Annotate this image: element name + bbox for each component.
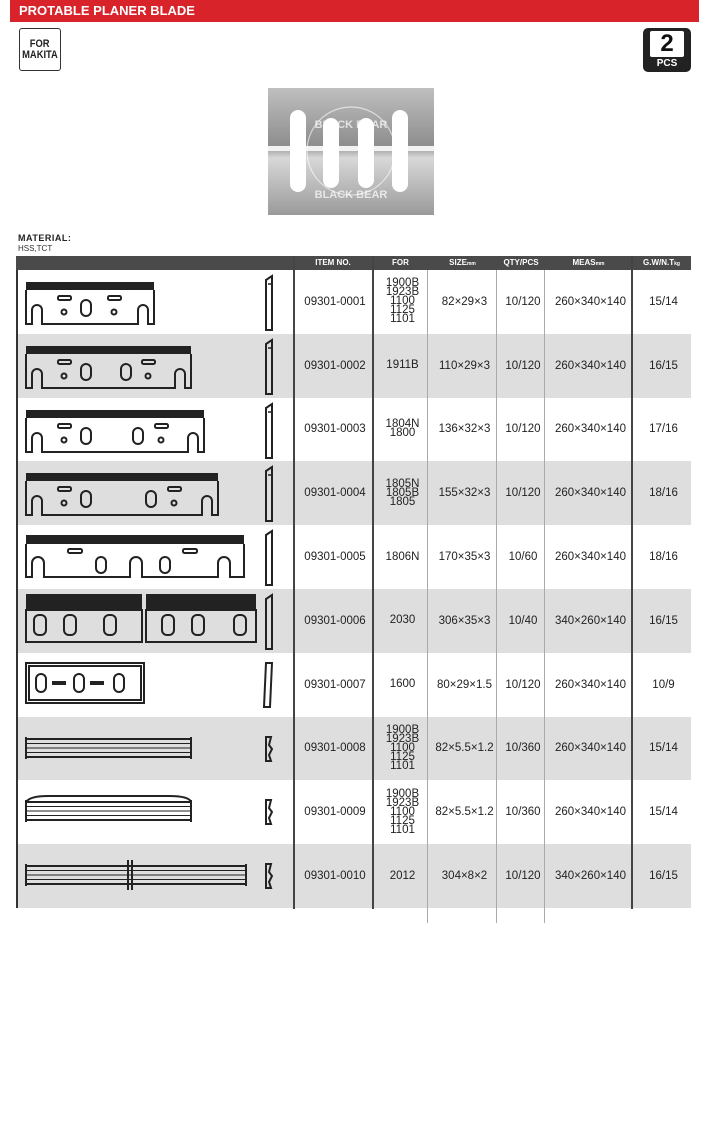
compatible-model: 2030 (389, 614, 416, 627)
header-meas-text: MEAS (572, 258, 596, 267)
cell-item: 09301-0010 (304, 870, 366, 883)
photo-watermark-top: BLACK BEAR (314, 119, 388, 131)
compatible-model: 1100 (390, 805, 415, 818)
cell-qty: 10/120 (505, 487, 541, 500)
table-row (16, 780, 691, 844)
compatible-model: 1100 (390, 741, 415, 754)
cell-size: 80×29×1.5 (436, 678, 492, 691)
product-photo (268, 88, 434, 215)
table-row (16, 334, 691, 398)
table-row (16, 589, 691, 653)
cell-size: 82×29×3 (441, 295, 488, 308)
compatible-model: 1911B (386, 359, 419, 372)
cell-item: 09301-0007 (304, 678, 366, 691)
cell-for (375, 589, 430, 653)
cell-for (375, 461, 430, 525)
cell-item: 09301-0001 (304, 295, 366, 308)
blade-drawing (18, 270, 295, 334)
blade-drawing (18, 398, 295, 462)
compatible-model: 1101 (390, 313, 415, 326)
header-size-text: SIZE (449, 258, 467, 267)
table-header (16, 256, 691, 270)
cell-meas: 260×340×140 (555, 742, 626, 755)
cell-gw: 16/15 (649, 359, 678, 372)
header-gw (632, 256, 691, 270)
cell-for (375, 844, 430, 908)
cell-gw: 18/16 (649, 487, 678, 500)
header-item: ITEM NO. (315, 258, 351, 267)
compatible-model: 1804N (385, 418, 420, 431)
cell-qty: 10/120 (505, 870, 541, 883)
for-badge-line1: FOR (30, 37, 50, 50)
cell-item: 09301-0009 (304, 806, 366, 819)
cell-meas: 340×260×140 (555, 614, 626, 627)
cell-for (375, 525, 430, 589)
blade-picture-cell (18, 589, 295, 653)
compatible-model: 1600 (389, 678, 416, 691)
compatible-model: 1806N (385, 550, 420, 563)
cell-for (375, 334, 430, 398)
blade-picture-cell (18, 270, 295, 334)
cell-for (375, 270, 430, 334)
table-row (16, 270, 691, 334)
blade-drawing (18, 525, 295, 589)
table-row (16, 525, 691, 589)
cell-meas: 260×340×140 (555, 423, 626, 436)
blade-picture-cell (18, 717, 295, 781)
compatible-model: 1101 (390, 759, 415, 772)
compatible-model: 1900B (385, 277, 420, 290)
blade-drawing (18, 334, 295, 398)
compatible-model: 1923B (385, 286, 420, 299)
cell-item: 09301-0005 (304, 551, 366, 564)
header-gw-text: G.W/N.T (643, 258, 675, 267)
compatible-model: 1805 (389, 495, 416, 508)
blade-picture-cell (18, 334, 295, 398)
cell-meas: 340×260×140 (555, 870, 626, 883)
header-gw-unit: kg (674, 261, 680, 267)
spec-table (16, 256, 691, 908)
cell-qty: 10/120 (505, 295, 541, 308)
compatible-model: 1923B (385, 796, 420, 809)
blade-drawing (18, 844, 295, 908)
compatible-model: 1900B (385, 787, 420, 800)
header-for: FOR (392, 258, 409, 267)
blade-drawing (18, 780, 295, 844)
header-size-unit: mm (466, 261, 476, 267)
cell-meas: 260×340×140 (555, 678, 626, 691)
blade-drawing (18, 653, 295, 717)
header-meas (545, 256, 632, 270)
cell-gw: 16/15 (649, 870, 678, 883)
cell-qty: 10/120 (505, 423, 541, 436)
page-title: PROTABLE PLANER BLADE (10, 0, 699, 22)
compatible-model: 1805B (385, 486, 420, 499)
cell-qty: 10/60 (508, 551, 538, 564)
compatible-model: 1805N (385, 477, 420, 490)
blade-picture-cell (18, 653, 295, 717)
header-meas-unit: mm (595, 261, 605, 267)
header-size (428, 256, 497, 270)
compatible-model: 1125 (390, 750, 415, 763)
compatible-model: 2012 (389, 869, 416, 882)
cell-item: 09301-0002 (304, 359, 366, 372)
col-divider (293, 256, 295, 909)
col-divider (631, 256, 633, 909)
blade-picture-cell (18, 461, 295, 525)
cell-size: 110×29×3 (439, 359, 490, 372)
cell-size: 155×32×3 (438, 487, 491, 500)
photo-watermark-bottom: BLACK BEAR (314, 189, 388, 201)
blade-picture-cell (18, 398, 295, 462)
cell-size: 82×5.5×1.2 (435, 742, 494, 755)
cell-size: 136×32×3 (438, 423, 491, 436)
cell-meas: 260×340×140 (555, 487, 626, 500)
cell-gw: 15/14 (649, 806, 678, 819)
col-divider (496, 270, 497, 923)
header-qty: QTY/PCS (503, 258, 539, 267)
cell-meas: 260×340×140 (555, 551, 626, 564)
blade-drawing (18, 461, 295, 525)
cell-size: 170×35×3 (438, 551, 491, 564)
cell-item: 09301-0003 (304, 423, 366, 436)
compatible-model: 1100 (390, 295, 415, 308)
cell-meas: 260×340×140 (555, 359, 626, 372)
compatible-model: 1923B (385, 732, 420, 745)
pcs-count: 2 (650, 31, 684, 57)
cell-meas: 260×340×140 (555, 295, 626, 308)
table-row (16, 653, 691, 717)
blade-picture-cell (18, 844, 295, 908)
col-divider (427, 270, 428, 923)
cell-gw: 10/9 (652, 678, 675, 691)
compatible-model: 1101 (390, 823, 415, 836)
cell-for (375, 717, 430, 781)
cell-item: 09301-0008 (304, 742, 366, 755)
cell-gw: 17/16 (649, 423, 678, 436)
compatible-model: 1800 (389, 427, 416, 440)
cell-size: 306×35×3 (438, 614, 491, 627)
table-row (16, 461, 691, 525)
cell-item: 09301-0006 (304, 614, 366, 627)
blade-drawing (18, 589, 295, 653)
cell-for (375, 653, 430, 717)
for-badge-line2: MAKITA (22, 48, 58, 61)
cell-size: 82×5.5×1.2 (435, 806, 494, 819)
compatible-model: 1900B (385, 723, 420, 736)
cell-item: 09301-0004 (304, 487, 366, 500)
cell-gw: 16/15 (649, 614, 678, 627)
cell-gw: 15/14 (649, 295, 678, 308)
material-value: HSS,TCT (18, 244, 53, 253)
col-divider (372, 256, 374, 909)
cell-gw: 18/16 (649, 551, 678, 564)
table-row (16, 844, 691, 908)
pcs-label: PCS (656, 58, 678, 69)
cell-gw: 15/14 (649, 742, 678, 755)
cell-for (375, 398, 430, 462)
cell-meas: 260×340×140 (555, 806, 626, 819)
blade-picture-cell (18, 525, 295, 589)
cell-qty: 10/40 (508, 614, 538, 627)
material-label: MATERIAL: (18, 233, 72, 243)
pcs-badge (643, 28, 691, 72)
cell-qty: 10/120 (505, 359, 541, 372)
blade-drawing (18, 717, 295, 781)
for-makita-badge (19, 28, 61, 71)
cell-size: 304×8×2 (441, 870, 488, 883)
cell-for (375, 780, 430, 844)
cell-qty: 10/360 (505, 806, 541, 819)
col-divider (544, 270, 545, 923)
cell-qty: 10/360 (505, 742, 541, 755)
compatible-model: 1125 (390, 814, 415, 827)
table-body (16, 270, 691, 908)
blade-picture-cell (18, 780, 295, 844)
table-row (16, 717, 691, 781)
compatible-model: 1125 (390, 304, 415, 317)
table-row (16, 398, 691, 462)
cell-qty: 10/120 (505, 678, 541, 691)
